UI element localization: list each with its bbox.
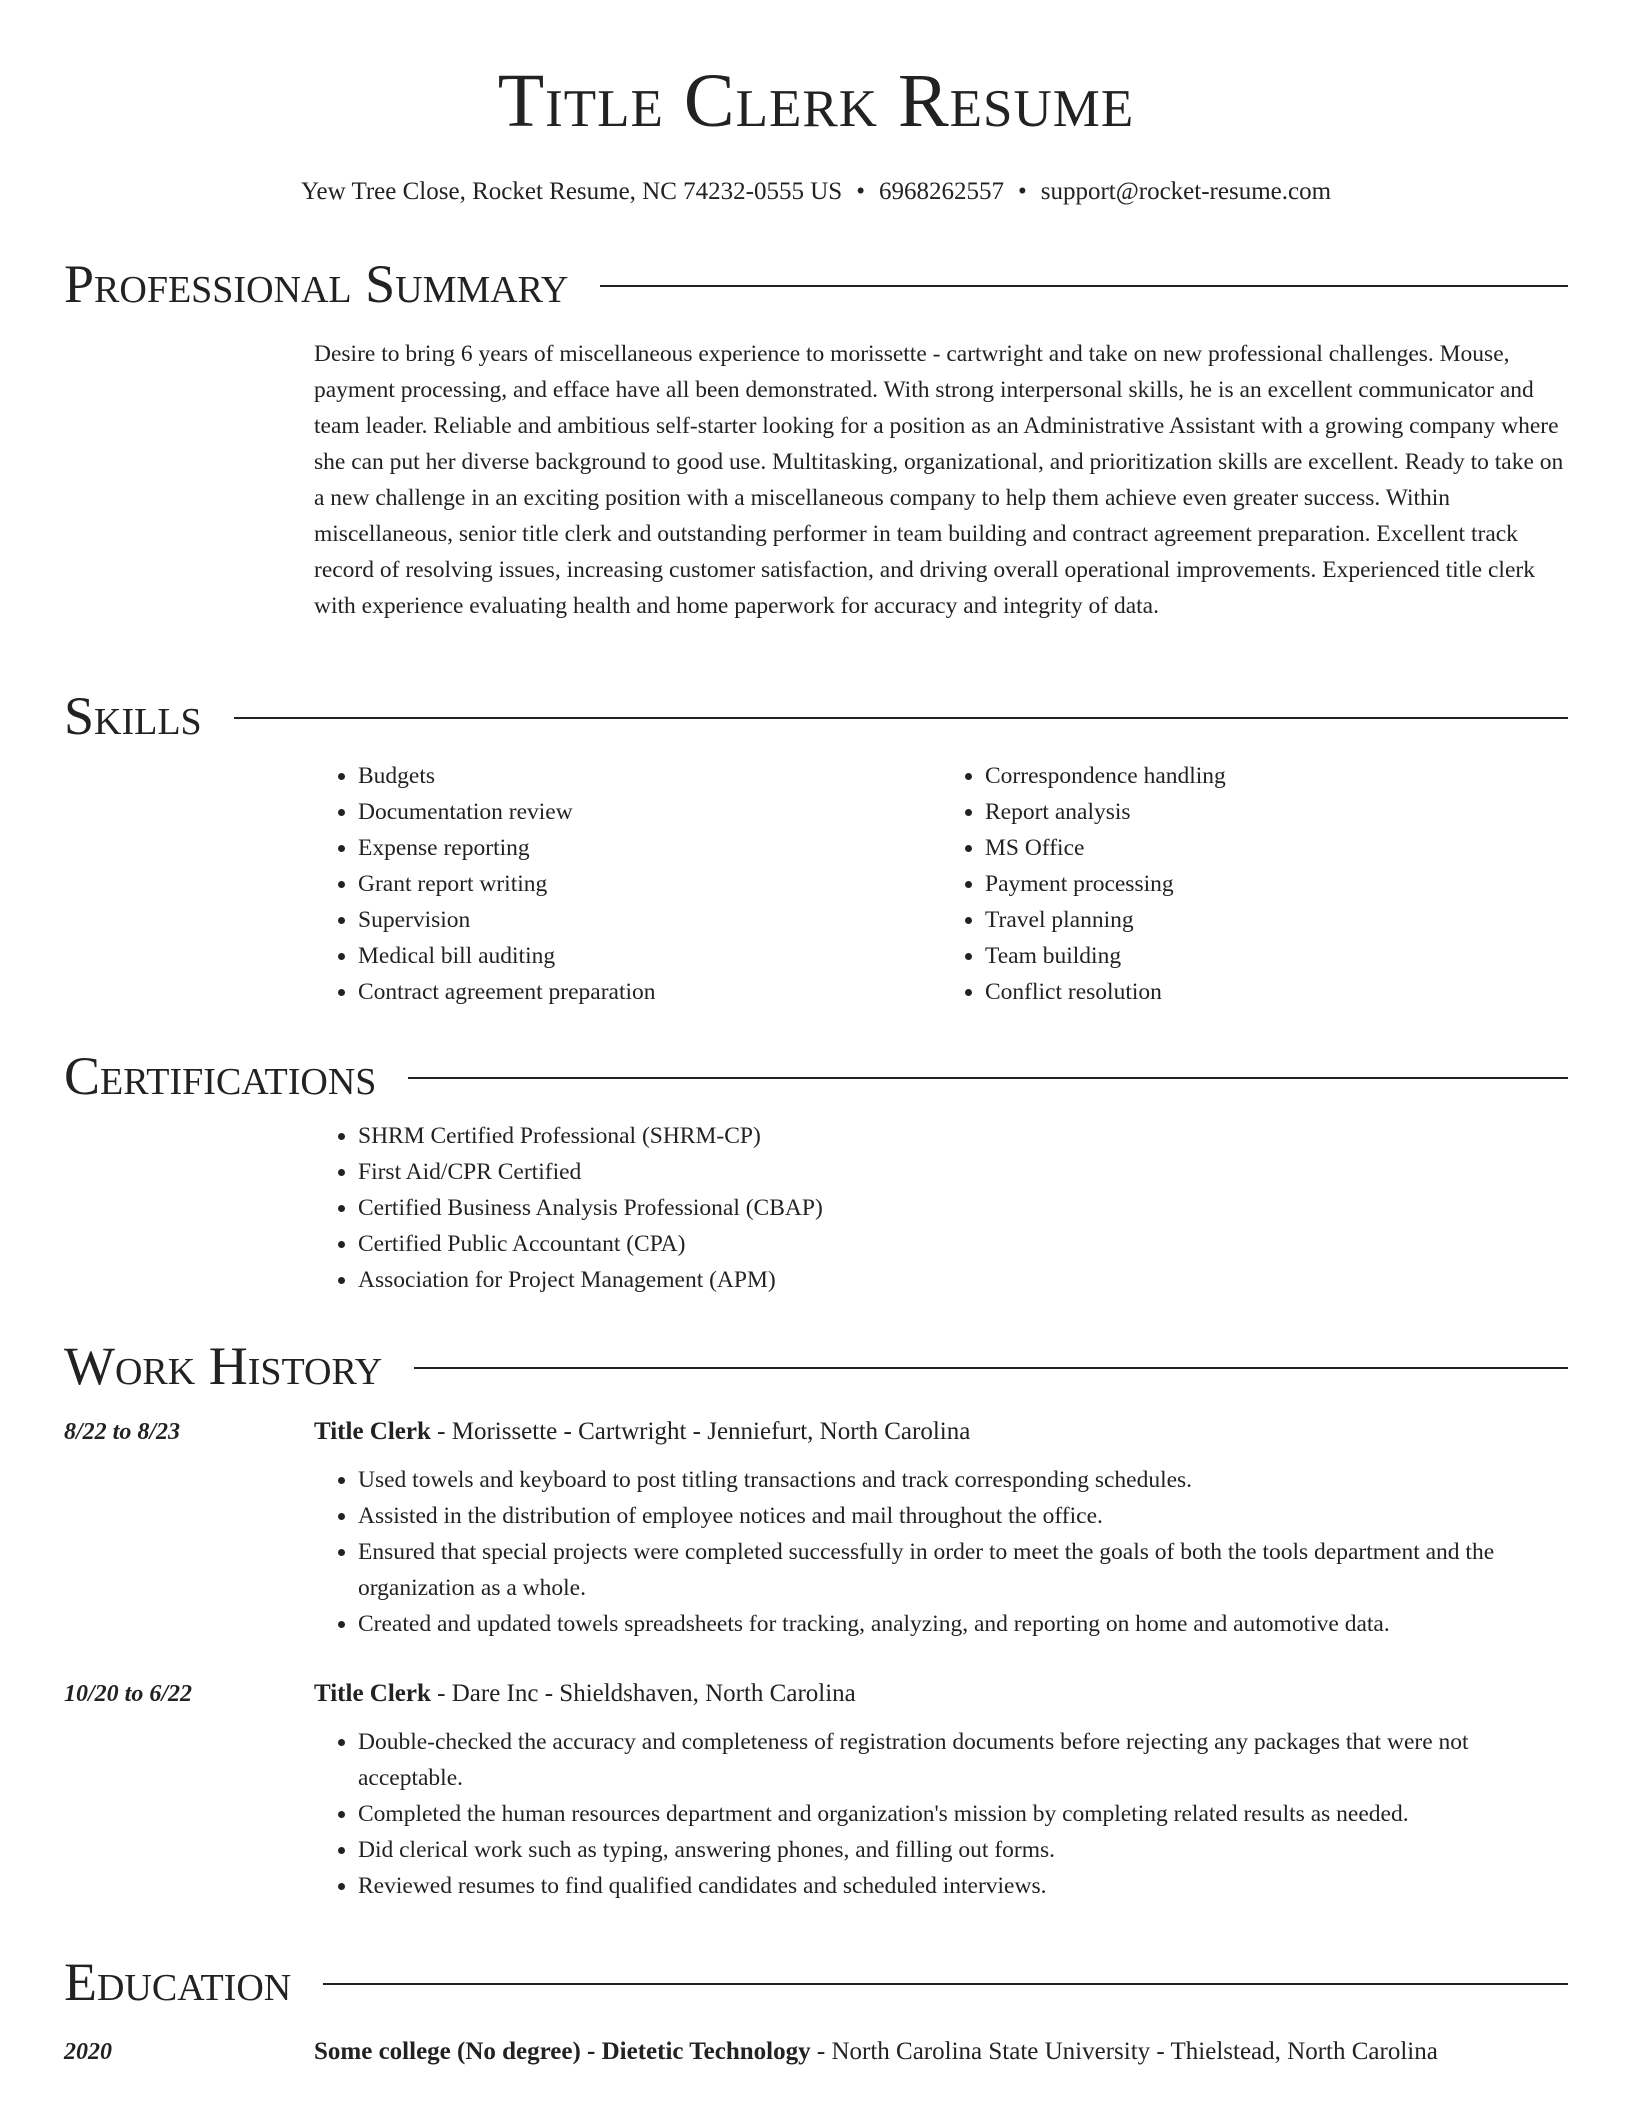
skills-grid [314, 758, 1568, 1010]
section-title: Professional Summary [64, 254, 569, 314]
section-title: Certifications [64, 1046, 377, 1106]
job-bullet: • Double-checked the accuracy and completeness of registration documents before rejecting any packages that were not acceptable. [358, 1724, 1568, 1796]
job-bullet: • Reviewed resumes to find qualified candidates and scheduled interviews. [358, 1868, 1568, 1904]
job-dates: 8/22 to 8/23 [64, 1419, 181, 1445]
certification-item: • Certified Business Analysis Professional (CBAP) [358, 1190, 1568, 1226]
education-degree: Some college (No degree) - Dietetic Technology [314, 2038, 811, 2065]
job-bullets [314, 1462, 1568, 1642]
certification-item: • Certified Public Accountant (CPA) [358, 1226, 1568, 1262]
separator: • [1017, 178, 1027, 205]
education-heading [314, 2032, 1568, 2072]
section-header [64, 684, 1568, 748]
skill-item: • Grant report writing [358, 866, 941, 902]
section-summary [64, 252, 1568, 624]
job-bullet: • Assisted in the distribution of employee notices and mail throughout the office. [358, 1498, 1568, 1534]
skill-item: • Supervision [358, 902, 941, 938]
section-divider [408, 1077, 1568, 1079]
section-divider [600, 285, 1568, 287]
section-header [64, 1044, 1568, 1108]
job-details: - Dare Inc - Shieldshaven, North Carolina [430, 1680, 856, 1707]
section-divider [234, 717, 1568, 719]
skill-item: • Documentation review [358, 794, 941, 830]
section-header [64, 1334, 1568, 1398]
skill-item: • Payment processing [985, 866, 1568, 902]
skill-item: • Contract agreement preparation [358, 974, 941, 1010]
job-bullet: • Ensured that special projects were completed successfully in order to meet the goals of both the tools department and the organization as a whole. [358, 1534, 1568, 1606]
separator: • [856, 178, 865, 205]
skills-list-left [314, 758, 941, 1010]
certification-item: • Association for Project Management (APM) [358, 1262, 1568, 1298]
certification-item: • First Aid/CPR Certified [358, 1154, 1568, 1190]
section-title: Skills [64, 686, 202, 746]
job-title: Title Clerk [314, 1418, 431, 1445]
education-entry [64, 2032, 1568, 2072]
section-header [64, 1950, 1568, 2014]
section-title: Work History [64, 1336, 383, 1396]
job-heading [314, 1412, 1568, 1452]
job-title: Title Clerk [314, 1680, 431, 1707]
skill-item: • Report analysis [985, 794, 1568, 830]
job-bullets [314, 1724, 1568, 1904]
skill-item: • MS Office [985, 830, 1568, 866]
section-work-history [64, 1334, 1568, 1904]
section-divider [323, 1983, 1568, 1985]
certification-item: • SHRM Certified Professional (SHRM-CP) [358, 1118, 1568, 1154]
job-details: - Morissette - Cartwright - Jenniefurt, North Carolina [430, 1418, 971, 1445]
job-dates: 10/20 to 6/22 [64, 1681, 193, 1707]
skill-item: • Conflict resolution [985, 974, 1568, 1010]
section-header [64, 252, 1568, 316]
section-education [64, 1950, 1568, 2072]
skill-item: • Budgets [358, 758, 941, 794]
education-year: 2020 [64, 2039, 112, 2065]
email-link[interactable]: support@rocket-resume.com [1040, 178, 1332, 205]
skill-item: • Team building [985, 938, 1568, 974]
job-bullet: • Created and updated towels spreadsheets for tracking, analyzing, and reporting on home and automotive data. [358, 1606, 1568, 1642]
section-title: Education [64, 1952, 292, 2012]
skills-list-right [941, 758, 1568, 1010]
summary-text: Desire to bring 6 years of miscellaneous experience to morissette - cartwright and take on new professional challenges. Mouse, payment processing, and efface have all been demonstrated. With strong interpersonal skills, he is an excellent communicator and team leader. Reliable and ambitious self-starter looking for a position as an Administrative Assistant with a growing company where she can put her diverse background to good use. Multitasking, organizational, and prioritization skills are excellent. Ready to take on a new challenge in an exciting position with a miscellaneous company to help them achieve even greater success. Within miscellaneous, senior title clerk and outstanding performer in team building and contract agreement preparation. Excellent track record of resolving issues, increasing customer satisfaction, and driving overall operational improvements. Experienced title clerk with experience evaluating health and home paperwork for accuracy and integrity of data. [314, 341, 1564, 619]
section-certifications [64, 1044, 1568, 1298]
skill-item: • Expense reporting [358, 830, 941, 866]
certifications-list [314, 1118, 1568, 1298]
job-heading [314, 1674, 1568, 1714]
job-entry [64, 1674, 1568, 1904]
job-bullet: • Used towels and keyboard to post titling transactions and track corresponding schedules. [358, 1462, 1568, 1498]
skill-item: • Correspondence handling [985, 758, 1568, 794]
section-divider [414, 1367, 1568, 1369]
job-entry [64, 1412, 1568, 1642]
skill-item: • Medical bill auditing [358, 938, 941, 974]
address: Yew Tree Close, Rocket Resume, NC 74232-0555 US [300, 178, 843, 205]
job-bullet: • Did clerical work such as typing, answering phones, and filling out forms. [358, 1832, 1568, 1868]
resume-title: Title Clerk Resume [497, 59, 1135, 143]
skill-item: • Travel planning [985, 902, 1568, 938]
job-bullet: • Completed the human resources department and organization's mission by completing related results as needed. [358, 1796, 1568, 1832]
contact-line [0, 172, 1632, 212]
phone: 6968262557 [878, 178, 1004, 205]
education-school: - North Carolina State University - Thielstead, North Carolina [810, 2038, 1438, 2065]
section-skills [64, 684, 1568, 1010]
